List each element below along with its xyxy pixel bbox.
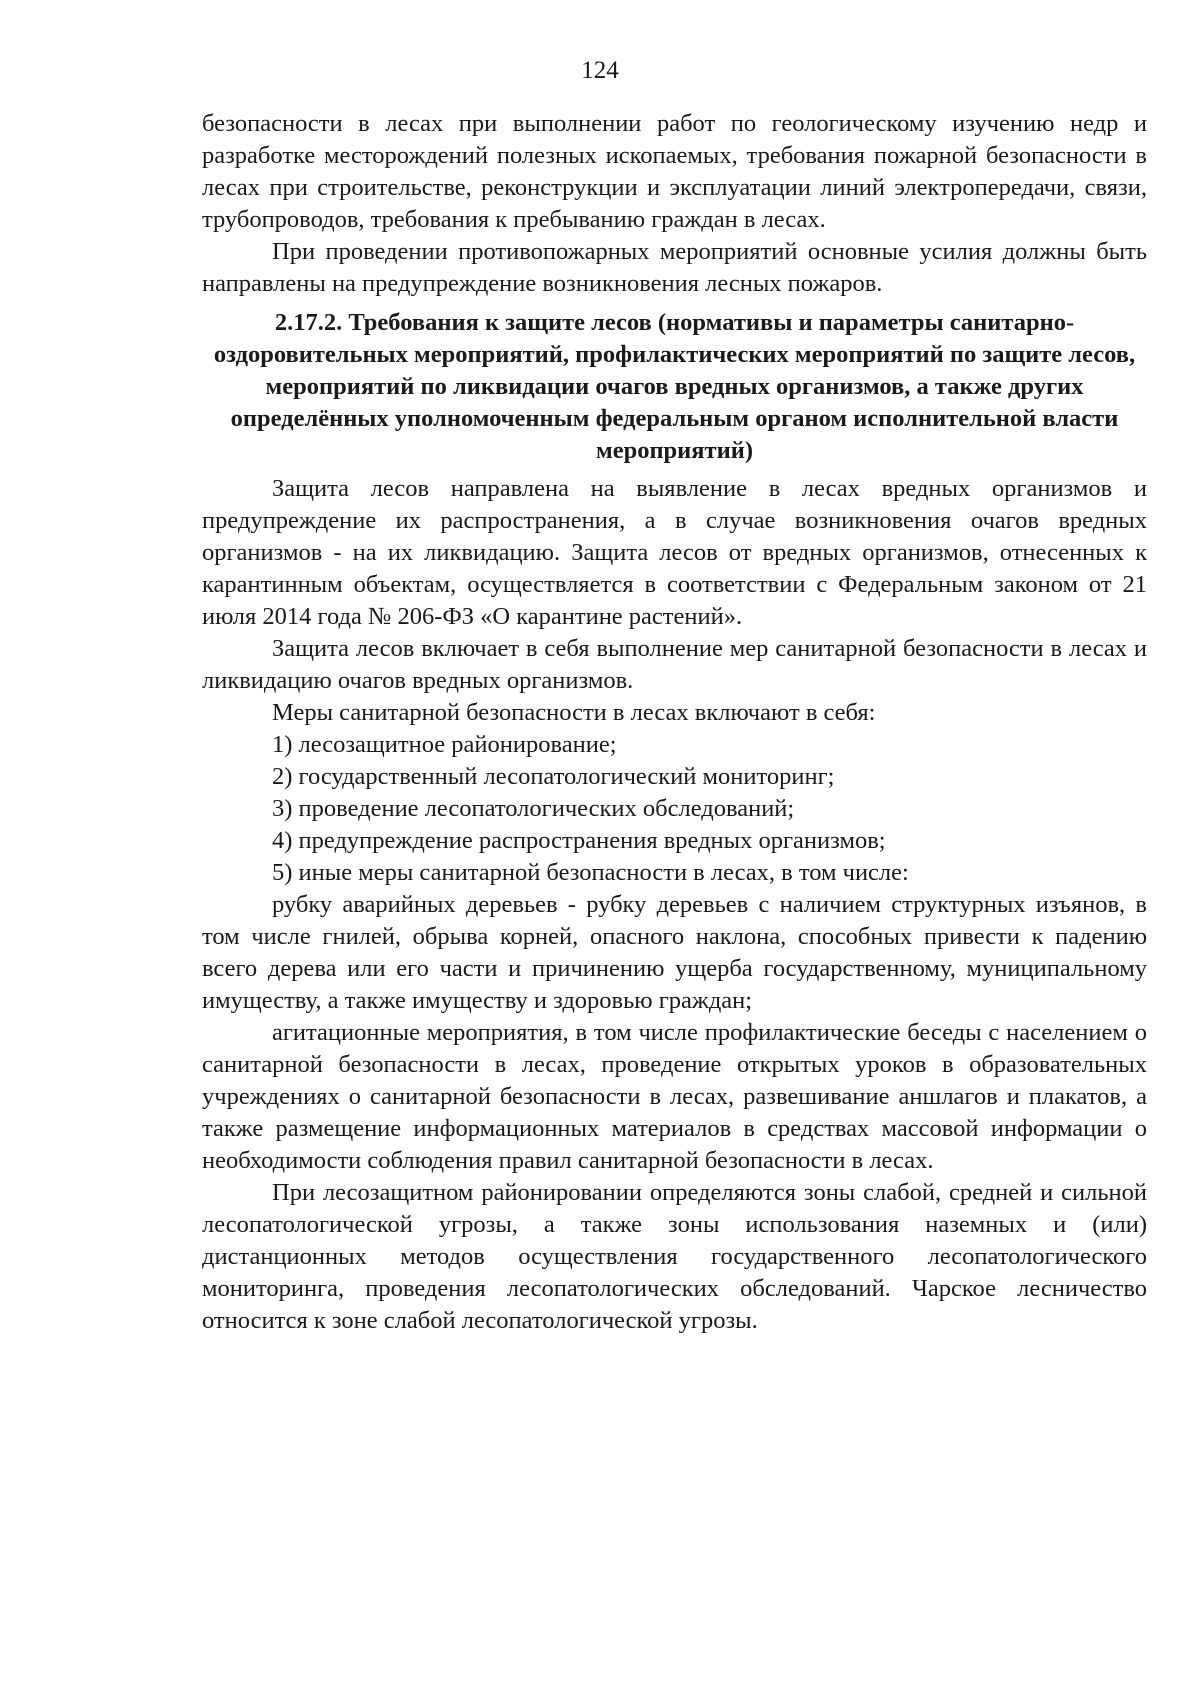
paragraph-forest-protection-purpose: Защита лесов направлена на выявление в лесах вредных организмов и предупреждение их распространения, а в случае возникновения очагов вредных организмов - на их ликвидацию. Защита лесов от вредных организмов, отнесенных к карантинным объектам, осуществляется в соответствии с Федеральным законом от 21 июля 2014 года № 206-ФЗ «О карантине растений».: [202, 475, 1147, 630]
body-text: [202, 108, 1147, 1337]
paragraph-continuation: безопасности в лесах при выполнении работ по геологическому изучению недр и разработке месторождений полезных ископаемых, требования пожарной безопасности в лесах при строительстве, реконструкции и эксплуатации линий электропередачи, связи, трубопроводов, требования к пребыванию граждан в лесах.: [202, 110, 1147, 233]
paragraph-sanitary-measures-intro: Меры санитарной безопасности в лесах включают в себя:: [272, 699, 876, 726]
paragraph-emergency-tree-felling: рубку аварийных деревьев - рубку деревьев с наличием структурных изъянов, в том числе гнилей, обрыва корней, опасного наклона, способных привести к падению всего дерева или его части и причинению ущерба государственному, муниципальному имуществу, а также имуществу и здоровью граждан;: [202, 891, 1147, 1014]
page-number: 124: [581, 57, 619, 84]
list-item: 4) предупреждение распространения вредных организмов;: [272, 827, 886, 854]
paragraph-forest-protection-includes: Защита лесов включает в себя выполнение мер санитарной безопасности в лесах и ликвидацию очагов вредных организмов.: [202, 635, 1147, 694]
section-heading: 2.17.2. Требования к защите лесов (нормативы и параметры санитарно-оздоровительных мероприятий, профилактических мероприятий по защите лесов, мероприятий по ликвидации очагов вредных организмов, а также других определённых уполномоченным федеральным органом исполнительной власти мероприятий): [213, 309, 1136, 464]
paragraph-zoning: При лесозащитном районировании определяются зоны слабой, средней и сильной лесопатологической угрозы, а также зоны использования наземных и (или) дистанционных методов осуществления государственного лесопатологического мониторинга, проведения лесопатологических обследований. Чарское лесничество относится к зоне слабой лесопатологической угрозы.: [202, 1179, 1147, 1334]
list-item: 3) проведение лесопатологических обследований;: [272, 795, 795, 822]
list-item: 5) иные меры санитарной безопасности в лесах, в том числе:: [272, 859, 909, 886]
paragraph-fire-measures: При проведении противопожарных мероприятий основные усилия должны быть направлены на предупреждение возникновения лесных пожаров.: [202, 238, 1147, 297]
paragraph-awareness-activities: агитационные мероприятия, в том числе профилактические беседы с населением о санитарной безопасности в лесах, проведение открытых уроков в образовательных учреждениях о санитарной безопасности в лесах, развешивание аншлагов и плакатов, а также размещение информационных материалов в средствах массовой информации о необходимости соблюдения правил санитарной безопасности в лесах.: [202, 1019, 1147, 1174]
list-item: 2) государственный лесопатологический мониторинг;: [272, 763, 835, 790]
list-item: 1) лесозащитное районирование;: [272, 731, 617, 758]
